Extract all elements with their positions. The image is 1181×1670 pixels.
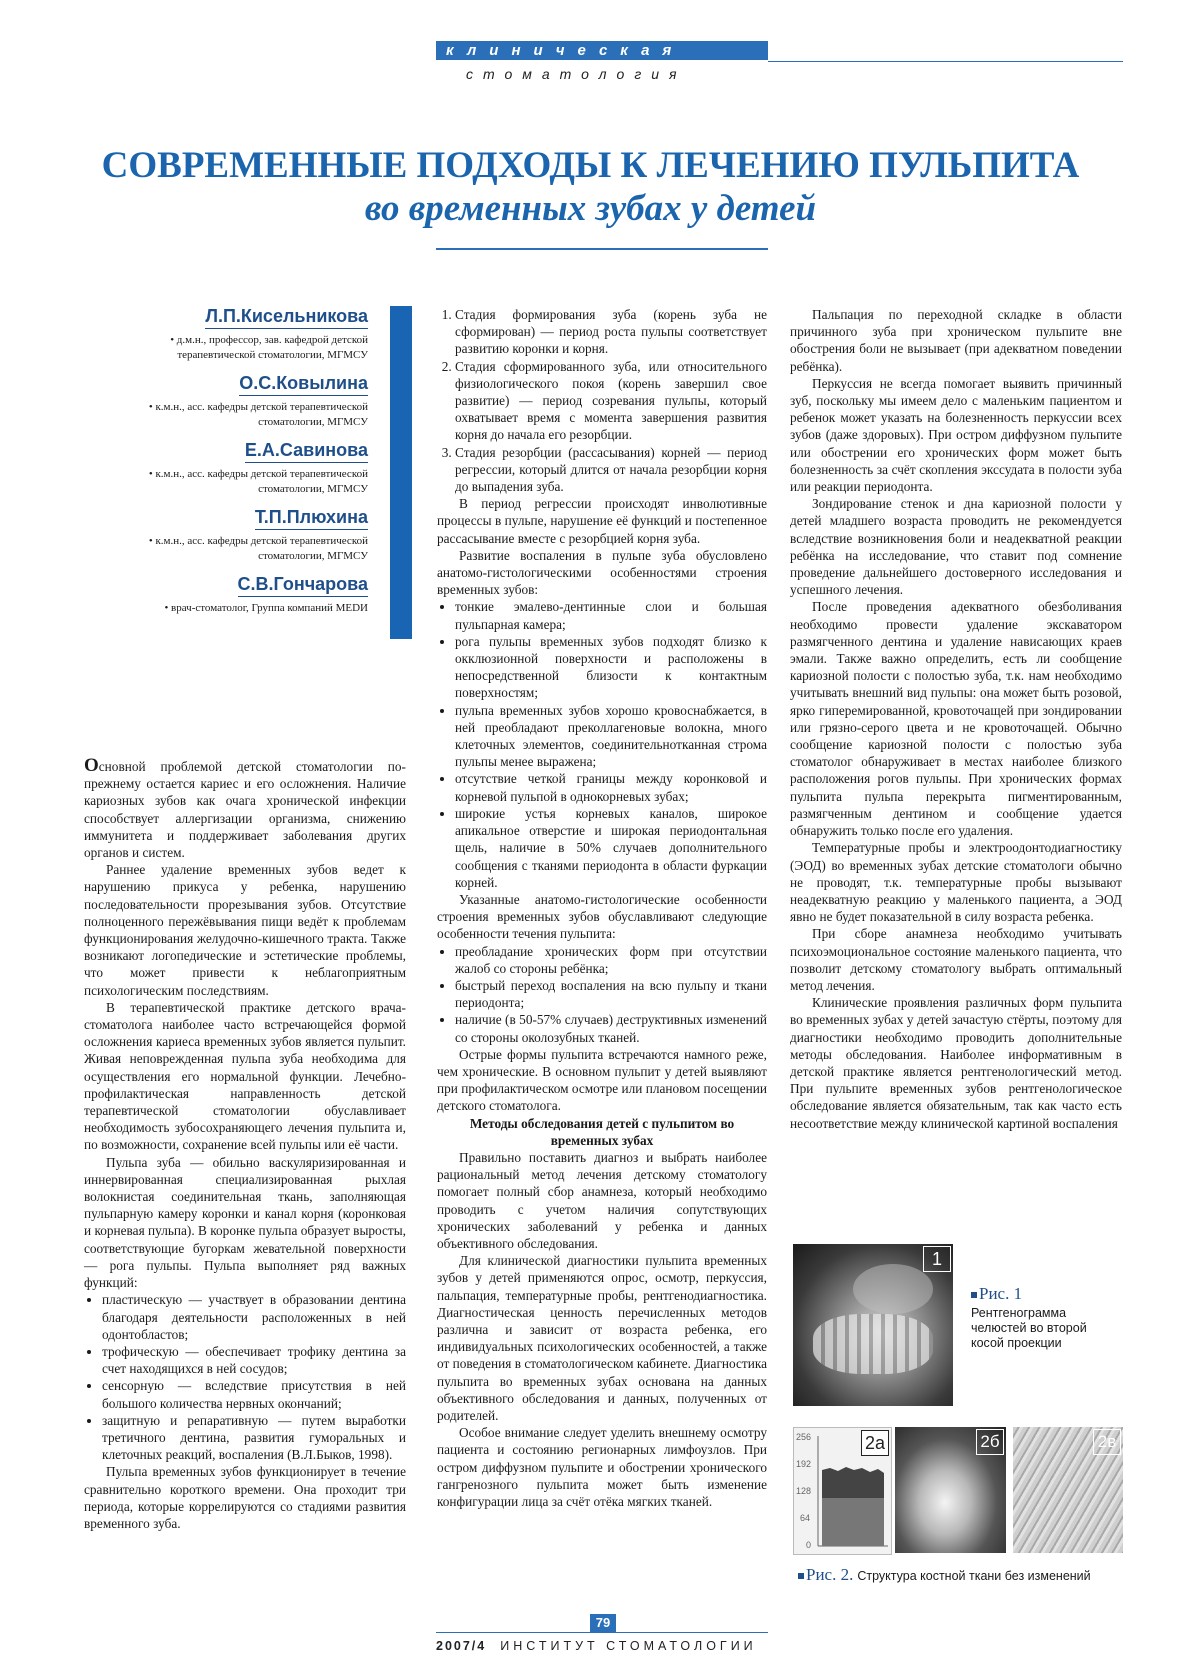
figure-number: 2в: [1093, 1429, 1121, 1455]
figure-number: 2б: [976, 1429, 1004, 1455]
paragraph: Зондирование стенок и дна кариозной полости у детей младшего возраста проводить не рекомендуется вследствие возникновения боли и неадекватной реакции ребёнка на исследование, что ставит под сомнение проведение дальнейшего достоверного исследования и успешного лечения.: [790, 496, 1122, 598]
article-title: СОВРЕМЕННЫЕ ПОДХОДЫ К ЛЕЧЕНИЮ ПУЛЬПИТА: [101, 145, 1080, 186]
paragraph: Пальпация по переходной складке в области причинного зуба при хроническом пульпите вне обострения боли не вызывает (при адекватном поведении ребёнка).: [790, 307, 1122, 374]
figure-label: [971, 1284, 1121, 1304]
title-rule: [436, 248, 768, 250]
author-block: [100, 373, 368, 430]
author-affiliation: • к.м.н., асс. кафедры детской терапевтической стоматологии, МГМСУ: [148, 401, 368, 428]
figure-label-text: Рис. 2.: [806, 1565, 854, 1584]
author-affiliation: • к.м.н., асс. кафедры детской терапевтической стоматологии, МГМСУ: [148, 468, 368, 495]
paragraph: Правильно поставить диагноз и выбрать наиболее рациональный метод лечения детскому стоматологу помогает полный сбор анамнеза, который необходимо проводить с учетом наличия сопутствующих хронических заболеваний у ребенка и данных объективного обследования.: [437, 1149, 767, 1251]
paragraph: Развитие воспаления в пульпе зуба обусловлено анатомо-гистологическими особенностями строения временных зубов:: [437, 547, 767, 598]
xray-teeth-shape: [813, 1314, 933, 1374]
author-name: О.С.Ковылина: [239, 373, 368, 396]
journal-name: ИНСТИТУТ СТОМАТОЛОГИИ: [500, 1639, 757, 1653]
list-item: • защитную и репаративную — путем выработки третичного дентина, развития гуморальных и клеточных реакций, воспаления (В.Л.Быков, 1998).: [102, 1412, 406, 1464]
author-affiliation: • д.м.н., профессор, зав. кафедрой детской терапевтической стоматологии, МГМСУ: [170, 334, 368, 361]
paragraph: Пульпа зуба — обильно васкуляризированная и иннервированная специализированная рыхлая волокнистая соединительная ткань, заполняющая пульпарную камеру коронки и канал корня (коронковая и корневая пульпа). В коронке пульпа образует выросты, соответствующие бугоркам жевательной поверхности — рога пульпы. Пульпа выполняет ряд важных функций:: [84, 1154, 406, 1291]
author-list: [100, 306, 368, 626]
caption-text: Структура костной ткани без изменений: [857, 1569, 1091, 1583]
features-list: [437, 598, 767, 890]
list-item: 2. Стадия сформированного зуба, или относительного физиологического покоя (корень завершил свое развитие) — период созревания пульпы, который охватывает время с момента завершения развития корня до начала его резорбции.: [455, 358, 767, 444]
page-number: 79: [590, 1614, 616, 1632]
paragraph: Острые формы пульпита встречаются намного реже, чем хронические. В основном пульпит у детей выявляют при профилактическом осмотре или плановом посещении детского стоматолога.: [437, 1046, 767, 1114]
course-list: [437, 943, 767, 1046]
column-1: [84, 757, 406, 1532]
tick-label: 64: [800, 1513, 811, 1523]
section-sublabel: стоматология: [466, 66, 687, 82]
list-item: • быстрый переход воспаления на всю пульпу и ткани периодонта;: [455, 977, 767, 1011]
drop-cap: О: [84, 755, 99, 776]
paragraph: Указанные анатомо-гистологические особенности строения временных зубов обуславливают следующие особенности течения пульпита:: [437, 891, 767, 942]
author-name: Е.А.Савинова: [245, 440, 368, 463]
footer-rule: [436, 1632, 768, 1633]
paragraph: [84, 757, 406, 861]
figure-1-caption: [971, 1284, 1121, 1351]
list-item: • преобладание хронических форм при отсутствии жалоб со стороны ребёнка;: [455, 943, 767, 977]
paragraph: После проведения адекватного обезболивания необходимо провести удаление экскаватором размягченного дентина и удаление нависающих краев эмали. Также важно определить, есть ли сообщение кариозной полости с полостью зуба, т.к. нам необходимо учитывать внешний вид пульпы: она может быть розовой, ярко гиперемированной, кровоточащей при зондировании или грязно-серого цвета и не кровоточащей. Обычно сообщение кариозной полости с полостью зуба стоматолог обнаруживает в местах наиболее близкого расположения рогов пульпы. При хронических формах пульпита пульпа перекрыта пигментированным, размягченным дентином и сообщение удается обнаружить только после его удаления.: [790, 599, 1122, 839]
figure-2-caption: [798, 1565, 1128, 1585]
author-name: С.В.Гончарова: [238, 574, 368, 597]
list-item: • сенсорную — вследствие присутствия в ней большого количества нервных окончаний;: [102, 1377, 406, 1411]
histogram-shade: [822, 1498, 884, 1546]
list-item: • трофическую — обеспечивает трофику дентина за счет находящихся в ней сосудов;: [102, 1343, 406, 1377]
section-banner: [436, 41, 768, 60]
figure-number: 2а: [861, 1430, 889, 1456]
list-item: 1. Стадия формирования зуба (корень зуба не сформирован) — период роста пульпы соответствует развитию коронки и корня.: [455, 306, 767, 358]
figure-number: 1: [923, 1246, 951, 1272]
section-label: клиническая: [446, 42, 685, 59]
paragraph: При сборе анамнеза необходимо учитывать психоэмоциональное состояние маленького пациента, что позволит детскому стоматологу выбрать оптимальный метод лечения.: [790, 926, 1122, 993]
issue-number: 2007/4: [436, 1639, 487, 1653]
bullet-square-icon: [971, 1292, 977, 1298]
paragraph: Пульпа временных зубов функционирует в течение сравнительно короткого времени. Она проходит три периода, которые коррелируются со стадиями развития временного зуба.: [84, 1464, 406, 1531]
list-item: • рога пульпы временных зубов подходят близко к окклюзионной поверхности и расположены в непосредственной близости к контактным поверхностям;: [455, 633, 767, 702]
paragraph: Для клинической диагностики пульпита временных зубов у детей применяются опрос, осмотр, перкуссия, пальпация, температурные пробы, рентгенодиагностика. Диагностическая ценность перечисленных методов различна и зависит от возраста ребенка, его индивидуальных психологических особенностей, а также от поведения в стоматологическом кабинете. Диагностика пульпита во временных зубах основана на данных объективного обследования и данных, полученных от родителей.: [437, 1253, 767, 1423]
tick-label: 192: [796, 1459, 812, 1469]
header-rule: [768, 61, 1123, 62]
author-block: [100, 306, 368, 363]
list-item: • тонкие эмалево-дентинные слои и большая пульпарная камера;: [455, 598, 767, 632]
list-item: • отсутствие четкой границы между коронковой и корневой пульпой в однокорневых зубах;: [455, 770, 767, 804]
paragraph: Температурные пробы и электроодонтодиагностику (ЭОД) во временных зубах детские стоматологи обычно не проводят, т.к. температурные пробы вызывают неадекватную реакцию у маленького пациента, а ЭОД явно не будет показательной в силу возраста ребенка.: [790, 840, 1122, 925]
paragraph-text: сновной проблемой детской стоматологии по-прежнему остается кариес и его осложнения. Наличие кариозных зубов как очага хронической инфекции способствует аллергизации организма, снижению иммунитета и поддерживает заболевания других органов и систем.: [84, 759, 406, 861]
tick-label: 256: [796, 1432, 812, 1442]
bullet-square-icon: [798, 1573, 804, 1579]
figure-2b-xray: [895, 1427, 1006, 1553]
caption-text: Рентгенограмма челюстей во второй косой проекции: [971, 1306, 1087, 1350]
decorative-bar: [390, 306, 412, 639]
article-subtitle: во временных зубах у детей: [364, 188, 817, 229]
author-name: Л.П.Кисельникова: [205, 306, 368, 329]
author-block: [100, 440, 368, 497]
paragraph: Клинические проявления различных форм пульпита во временных зубах у детей зачастую стёрты, поэтому для диагностики необходимо проводить дополнительные методы обследования. Наиболее информативным в детской практике является рентгенологический метод. При пульпите временных зубов рентгенологическое обследование является обязательным, так как часто есть несоответствие между клинической картиной воспаления: [790, 995, 1122, 1131]
tick-label: 128: [796, 1486, 812, 1496]
list-item: • наличие (в 50-57% случаев) деструктивных изменений со стороны околозубных тканей.: [455, 1011, 767, 1045]
column-3: [790, 306, 1122, 1132]
function-list: [84, 1291, 406, 1463]
list-item: 3. Стадия резорбции (рассасывания) корней — период регрессии, который длится от начала резорбции корня до выпадения зуба.: [455, 444, 767, 496]
author-affiliation: • к.м.н., асс. кафедры детской терапевтической стоматологии, МГМСУ: [148, 535, 368, 562]
author-block: [100, 507, 368, 564]
list-item: • пульпа временных зубов хорошо кровоснабжается, в ней преобладают преколлагеновые волокна, много клеточных элементов, соединительнотканная строма пульпы менее выражена;: [455, 702, 767, 771]
author-affiliation: • врач-стоматолог, Группа компаний MEDИ: [164, 602, 368, 614]
tick-label: 0: [806, 1540, 812, 1550]
paragraph: Перкуссия не всегда помогает выявить причинный зуб, поскольку мы имеем дело с маленьким пациентом и ребенок может указать на болезненность перкуссии всех зубов (даже здоровых). При остром диффузном пульпите или обострении его хронических форм может быть болезненность за счёт скопления экссудата в полости зуба или реакции периодонта.: [790, 375, 1122, 495]
list-item: • пластическую — участвует в образовании дентина благодаря деятельности расположенных в ней одонтобластов;: [102, 1291, 406, 1343]
figure-2c-texture: [1013, 1427, 1123, 1553]
paragraph: Особое внимание следует уделить внешнему осмотру пациента и состоянию регионарных лимфоузлов. При остром диффузном пульпите и обострении хронического гангренозного пульпита может быть изменение конфигурации лица за счёт отёка мягких тканей.: [437, 1425, 767, 1510]
column-2: [437, 306, 767, 1510]
section-heading: Методы обследования детей с пульпитом во временных зубах: [469, 1115, 735, 1148]
paragraph: В период регрессии происходят инволютивные процессы в пульпе, нарушение её функций и постепенное рассасывание вместе с резорбцией корня зуба.: [437, 496, 767, 546]
figure-1-xray: [793, 1244, 953, 1406]
figure-label: [798, 1565, 853, 1584]
list-item: • широкие устья корневых каналов, широкое апикальное отверстие и широкая периодонтальная щель, наличие в 50% случаев дополнительного сообщения с тканями периодонта в области фуркации корней.: [455, 805, 767, 891]
author-name: Т.П.Плюхина: [255, 507, 368, 530]
footer: [436, 1639, 776, 1653]
paragraph: Раннее удаление временных зубов ведет к нарушению прикуса у ребенка, нарушению последовательности прорезывания зубов. Отсутствие полноценного пережёвывания пищи ведёт к проблемам функционирования желудочно-кишечного тракта. Также возникают логопедические и эстетические проблемы, что может привести к неблагоприятным психологическим последствиям.: [84, 862, 406, 998]
figure-2a-histogram: [793, 1427, 892, 1555]
stage-list: [437, 306, 767, 495]
paragraph: В терапевтической практике детского врача-стоматолога наиболее часто встречающейся формой осложнения кариеса временных зубов является пульпит. Живая неповрежденная пульпа зуба необходима для осуществления его нормальной функции. Лечебно-профилактическая направленность детской терапевтической стоматологии обуславливает необходимость зубосохраняющего лечения пульпита и, по возможности, сохранение всей пульпы или её части.: [84, 999, 406, 1153]
figure-label-text: Рис. 1: [979, 1284, 1023, 1303]
xray-skull-shape: [853, 1264, 933, 1314]
author-block: [100, 574, 368, 616]
